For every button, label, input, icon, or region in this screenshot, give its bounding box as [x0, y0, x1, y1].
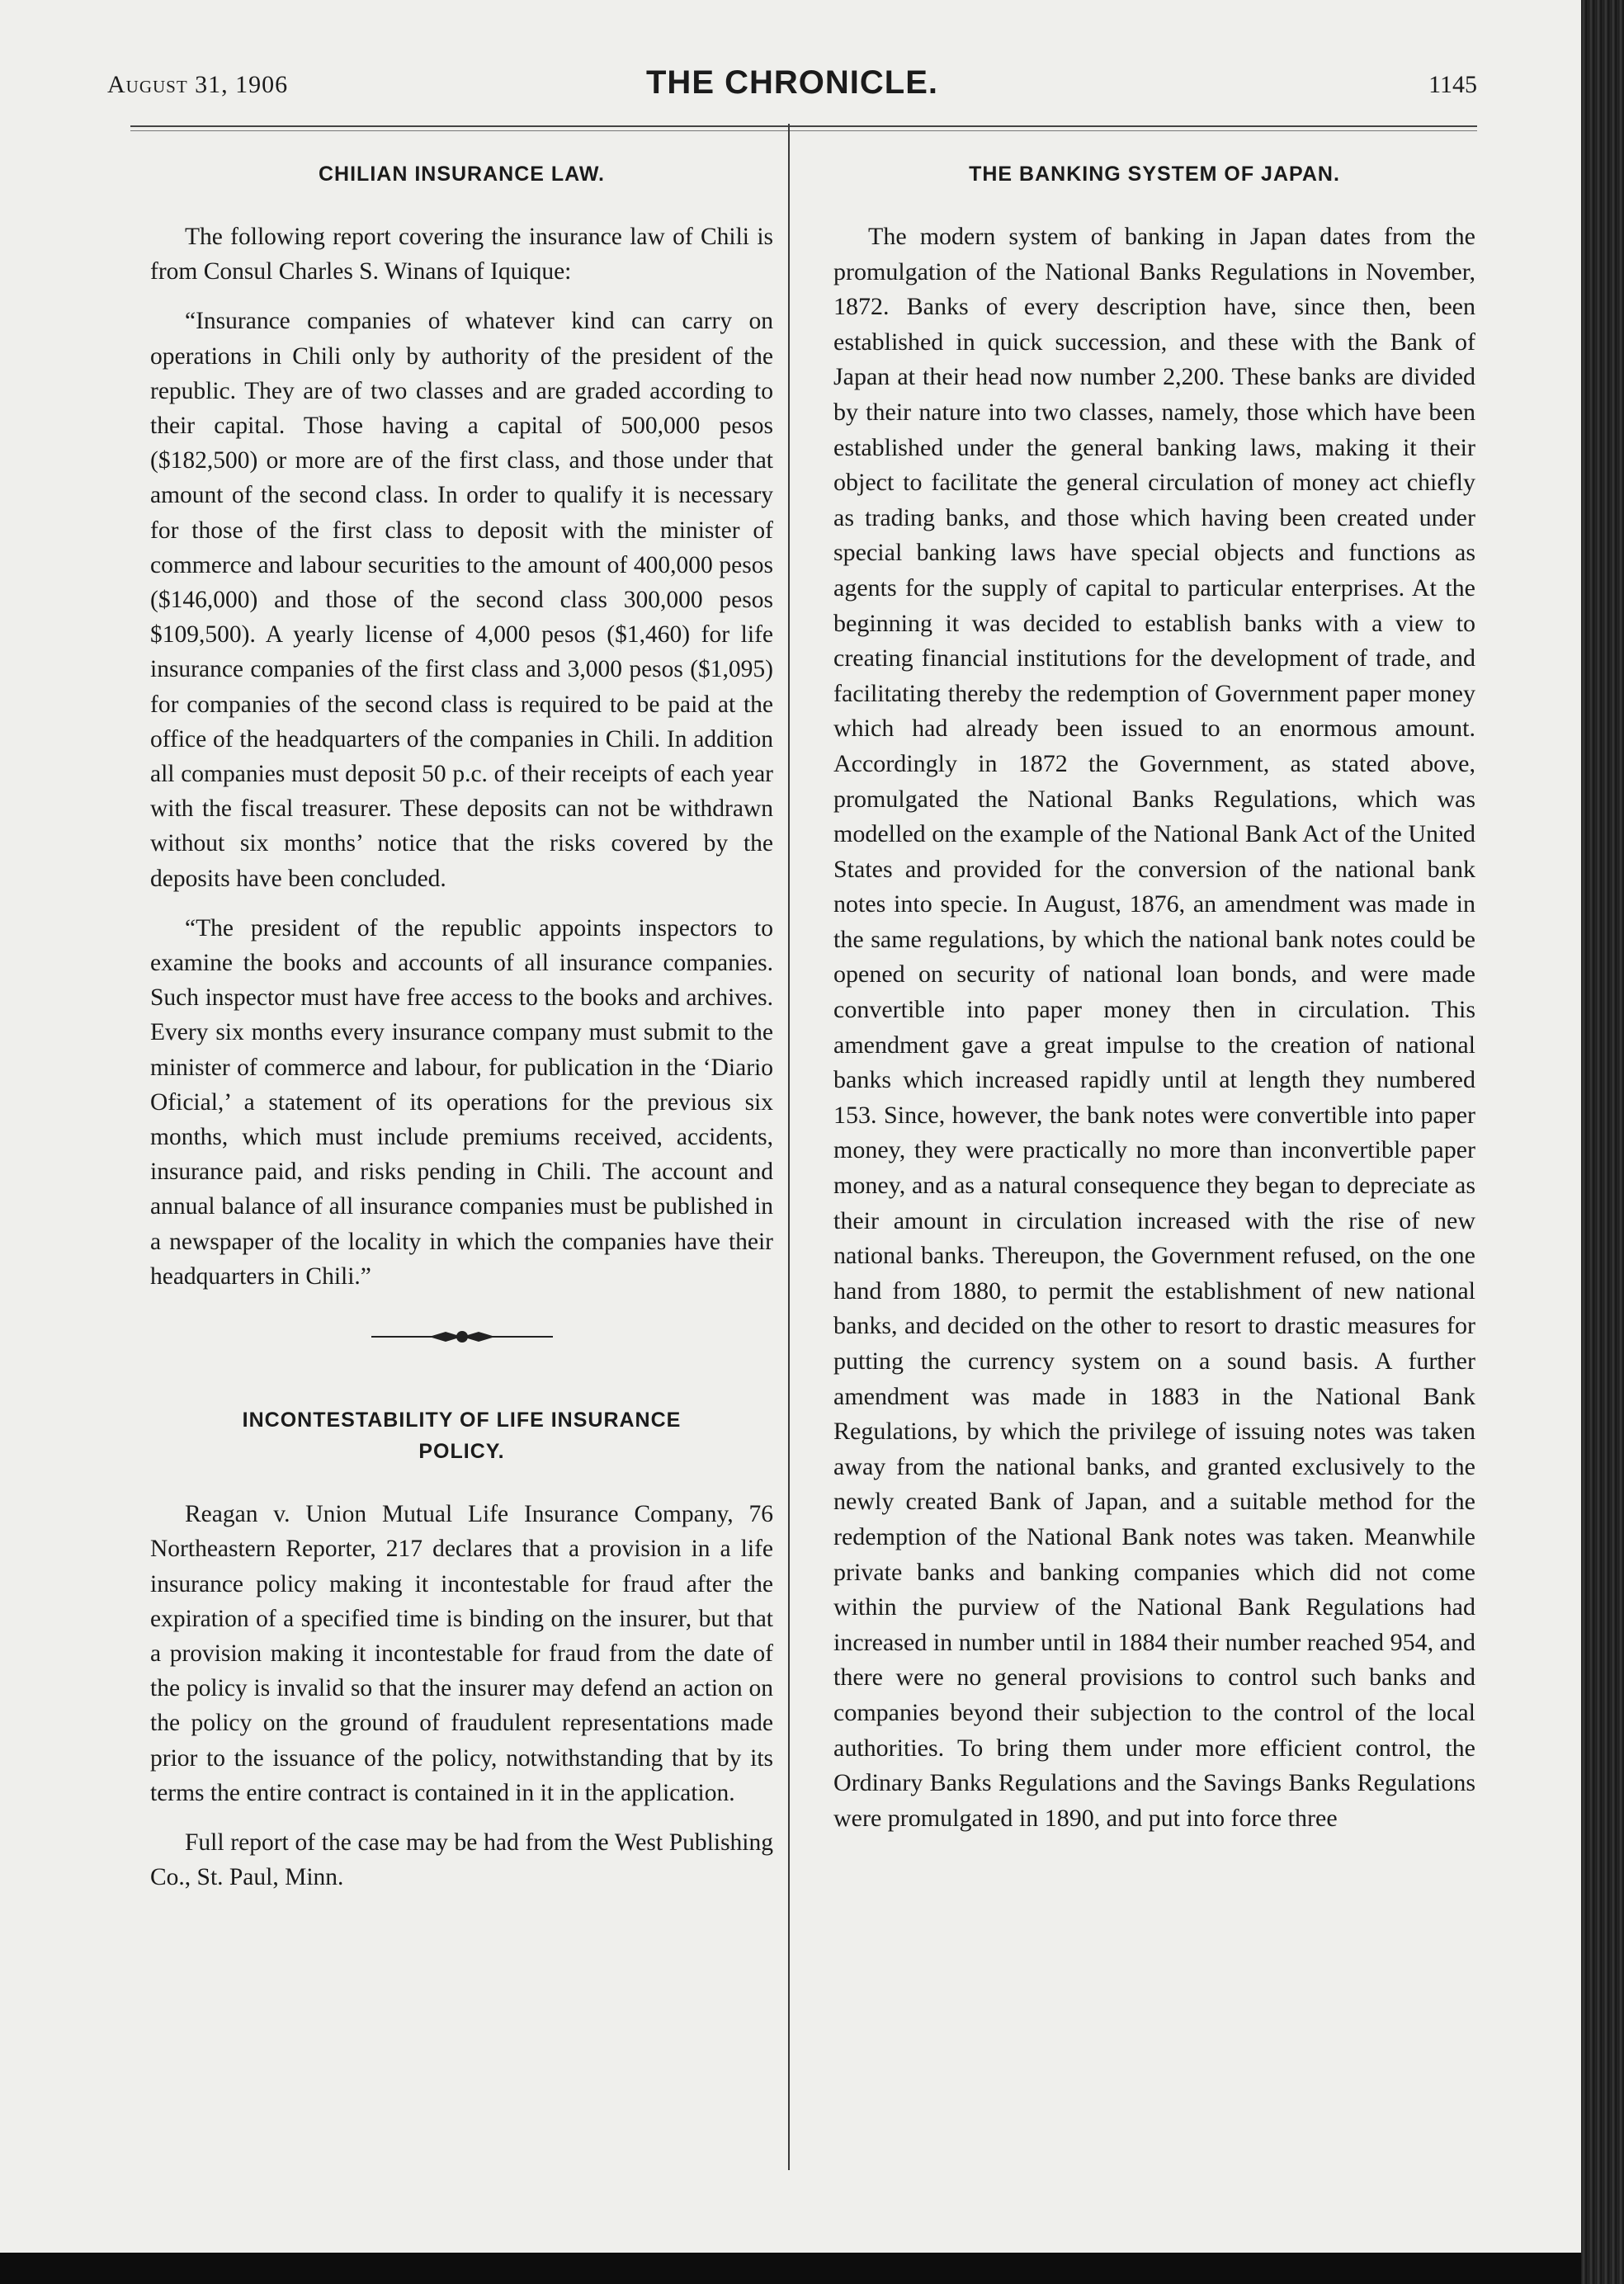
publication-title: THE CHRONICLE. [646, 64, 938, 101]
header-rule [130, 125, 1477, 127]
article-title-line: INCONTESTABILITY OF LIFE INSURANCE [242, 1409, 682, 1432]
article-paragraph: The modern system of banking in Japan dates from the promulgation of the National Banks Regulations in November, 1872. Banks of every description have, since then, been established in quick succession, and these with the Bank of Japan at their head now number 2,200. These banks are divided by their nature into two classes, namely, those which have been established under the general banking laws, making it their object to facilitate the general circulation of money act chiefly as trading banks, and those which having been created under special banking laws have special objects and functions as agents for the supply of capital to particular enterprises. At the beginning it was decided to establish banks with a view to creating financial institutions for the development of trade, and facilitating thereby the redemption of Government paper money which had already been issued to an enormous amount. Accordingly in 1872 the Government, as stated above, promulgated the National Banks Regulations, which was modelled on the example of the National Bank Act of the United States and provided for the conversion of the national bank notes into specie. In August, 1876, an amendment was made in the same regulations, by which the national bank notes could be opened on security of national loan bonds, and were made convertible into paper money then in circulation. This amendment gave a great impulse to the creation of national banks which increased rapidly until at length they numbered 153. Since, however, the bank notes were convertible into paper money, they were practically no more than inconvertible paper money, and as a natural consequence they began to depreciate as their amount in circulation increased with the rise of new national banks. Thereupon, the Government refused, on the one hand from 1880, to permit the establishment of new national banks, and decided on the other to resort to drastic measures for putting the currency system on a sound basis. A further amendment was made in 1883 in the National Bank Regulations, by which the privilege of issuing notes was taken away from the national banks, and granted exclusively to the newly created Bank of Japan, and a suitable method for the redemption of the National Bank notes was taken. Meanwhile private banks and banking companies which did not come within the purview of the National Bank Regulations had increased in number until in 1884 their number reached 954, and there were no general provisions to control such banks and companies beyond their subjection to the control of the local authorities. To bring them under more efficient control, the Ordinary Banks Regulations and the Savings Banks Regulations were promulgated in 1890, and put into force three [833, 223, 1475, 1832]
article-paragraph: “Insurance companies of whatever kind can carry on operations in Chili only by authority of the president of the republic. They are of two classes and are graded according to their capital. Those having a capital of 500,000 pesos ($182,500) or more are of the first class, and those under that amount of the second class. In order to qualify it is necessary for those of the first class to deposit with the minister of commerce and labour securities to the amount of 400,000 pesos ($146,000) and those of the second class 300,000 pesos $109,500). A yearly license of 4,000 pesos ($1,460) for life insurance companies of the first class and 3,000 pesos ($1,095) for companies of the second class is required to be paid at the office of the headquarters of the companies in Chili. In addition all companies must deposit 50 p.c. of their receipts of each year with the fiscal treasurer. These deposits can not be withdrawn without six months’ notice that the risks covered by the deposits have been concluded. [150, 308, 773, 892]
article-paragraph: The following report covering the insurance law of Chili is from Consul Charles S. Winans of Iquique: [150, 224, 773, 286]
article-title-incontestability [150, 1404, 773, 1467]
article-title-chilian-insurance: CHILIAN INSURANCE LAW. [319, 163, 605, 186]
article-paragraph: Full report of the case may be had from the West Publishing Co., St. Paul, Minn. [150, 1829, 773, 1891]
binding-edge [1581, 0, 1624, 2284]
page-header [107, 64, 1477, 114]
left-column [150, 149, 773, 1909]
right-column [833, 149, 1475, 1851]
header-rule-thin [130, 130, 1477, 131]
article-paragraph: “The president of the republic appoints inspectors to examine the books and accounts of all insurance companies. Such inspector must have free access to the books and archives. Every six months every insurance company must submit to the minister of commerce and labour, for publication in the ‘Diario Oficial,’ a statement of its operations for the previous six months, which must include premiums received, accidents, insurance paid, and risks pending in Chili. The account and annual balance of all insurance companies must be published in a newspaper of the locality in which the companies have their headquarters in Chili.” [150, 914, 773, 1290]
header-date: August 31, 1906 [107, 71, 289, 98]
page-number: 1145 [1428, 71, 1477, 98]
article-title-banking-japan: THE BANKING SYSTEM OF JAPAN. [969, 163, 1340, 186]
section-divider-ornament-icon [371, 1327, 553, 1347]
article-title-line: POLICY. [418, 1440, 505, 1464]
column-divider [788, 124, 790, 2170]
article-paragraph: Reagan v. Union Mutual Life Insurance Company, 76 Northeastern Reporter, 217 declares that a provision in a life insurance policy making it incontestable for fraud after the expiration of a specified time is binding on the insurer, but that a provision making it incontestable for fraud from the date of the policy is invalid so that the insurer may defend an action on the policy on the ground of fraudulent representations made prior to the issuance of the policy, notwithstanding that by its terms the entire contract is contained in it in the application. [150, 1501, 773, 1806]
